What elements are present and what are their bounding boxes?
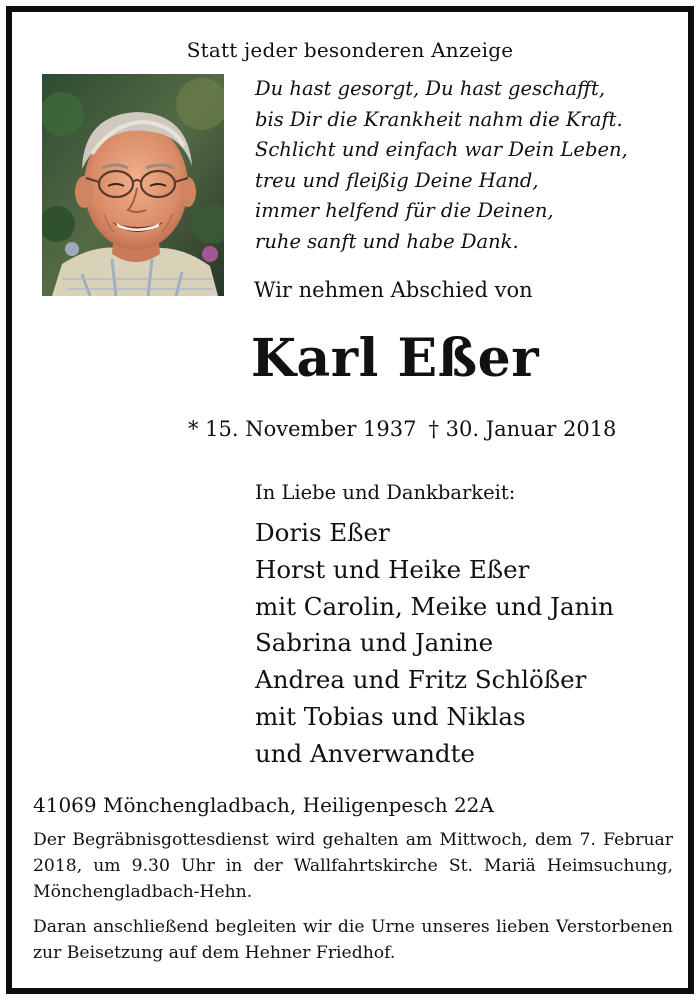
burial-info: Daran anschließend begleiten wir die Urne unseres lieben Verstorbenen zur Beisetzung auf dem Hehner Friedhof.	[33, 917, 673, 963]
portrait-photo	[42, 74, 224, 296]
address: 41069 Mönchengladbach, Heiligenpesch 22A	[33, 793, 494, 817]
family-member: und Anverwandte	[255, 738, 475, 768]
life-dates	[188, 417, 616, 441]
poem-line: Schlicht und einfach war Dein Leben,	[255, 138, 628, 161]
deceased-name: Karl Eßer	[250, 328, 540, 389]
farewell-line: Wir nehmen Abschied von	[254, 278, 533, 302]
poem-line: bis Dir die Krankheit nahm die Kraft.	[255, 107, 623, 131]
service-info: Der Begräbnisgottesdienst wird gehalten am Mittwoch, dem 7. Februar 2018, um 9.30 Uhr in der Wallfahrtskirche St. Mariä Heimsuchung, Mönchengladbach-Hehn.	[33, 830, 673, 902]
poem-line: ruhe sanft und habe Dank.	[255, 229, 519, 253]
poem	[255, 74, 628, 257]
poem-line: immer helfend für die Deinen,	[255, 199, 554, 222]
family-member: Doris Eßer	[255, 518, 390, 547]
family-member: Horst und Heike Eßer	[255, 554, 530, 584]
love-heading: In Liebe und Dankbarkeit:	[255, 481, 516, 504]
death-date: † 30. Januar 2018	[428, 417, 617, 441]
family-member: Sabrina und Janine	[255, 628, 494, 658]
poem-line: treu und fleißig Deine Hand,	[255, 168, 539, 192]
family-member: mit Tobias und Niklas	[255, 701, 526, 731]
birth-date: * 15. November 1937	[188, 417, 417, 441]
intro-line: Statt jeder besonderen Anzeige	[186, 38, 514, 62]
poem-line: Du hast gesorgt, Du hast geschafft,	[255, 77, 606, 100]
family-member: Andrea und Fritz Schlößer	[255, 665, 587, 695]
obituary-frame	[6, 6, 694, 994]
family-member: mit Carolin, Meike und Janin	[255, 591, 614, 621]
family-list	[255, 515, 614, 773]
